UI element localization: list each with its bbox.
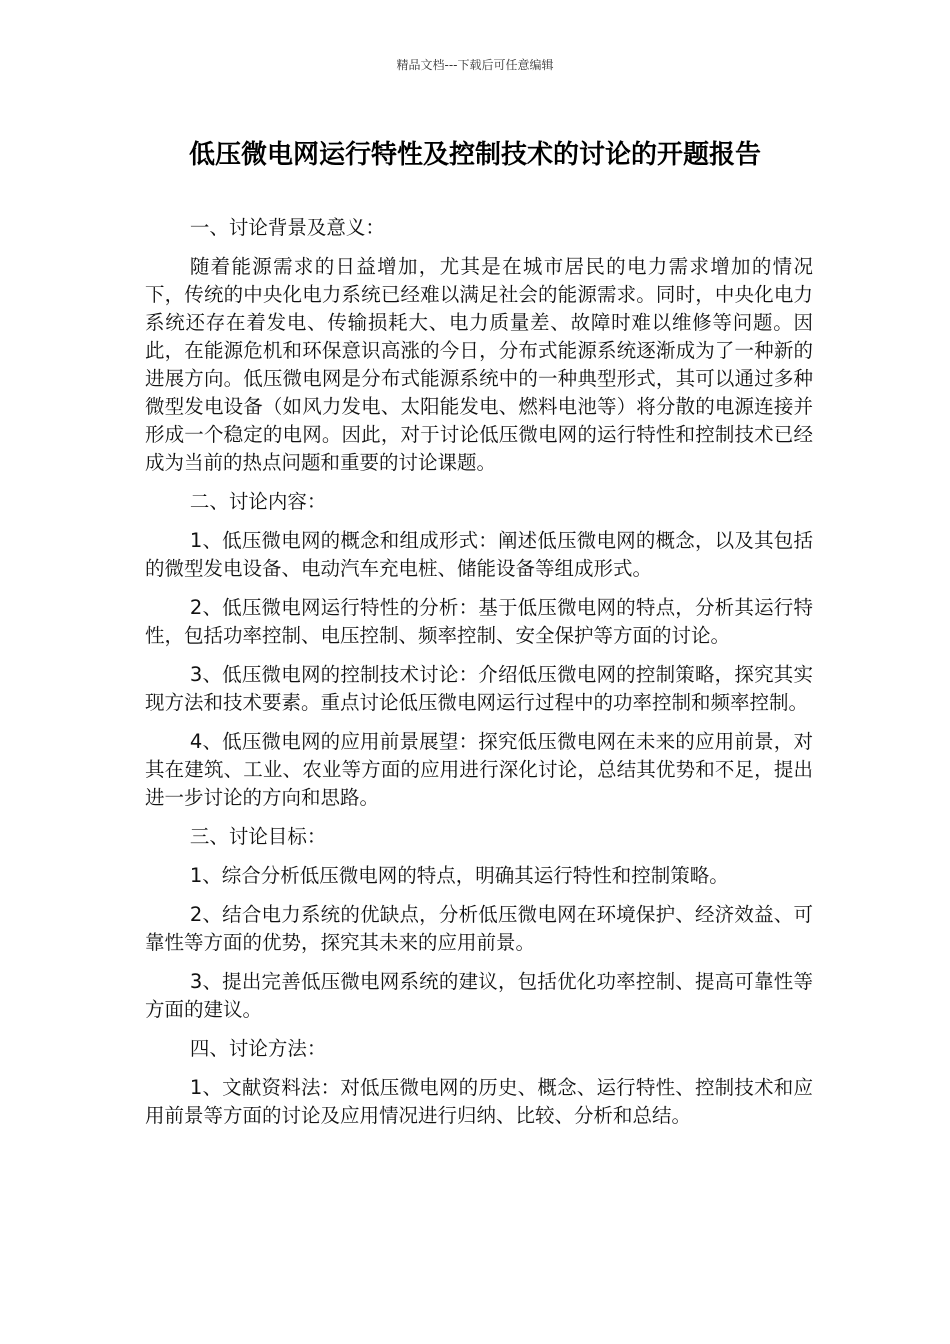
body-paragraph: 随着能源需求的日益增加，尤其是在城市居民的电力需求增加的情况下，传统的中央化电力系统已经难以满足社会的能源需求。同时，中央化电力系统还存在着发电、传输损耗大、电力质量差、故障时难以维修等问题。因此，在能源危机和环保意识高涨的今日，分布式能源系统逐渐成为了一种新的进展方向。低压微电网是分布式能源系统中的一种典型形式，其可以通过多种微型发电设备（如风力发电、太阳能发电、燃料电池等）将分散的电源连接并形成一个稳定的电网。因此，对于讨论低压微电网的运行特性和控制技术已经成为当前的热点问题和重要的讨论课题。 xyxy=(145,255,813,474)
document-title: 低压微电网运行特性及控制技术的讨论的开题报告 xyxy=(188,140,761,170)
section-heading: 一、讨论背景及意义： xyxy=(189,216,385,239)
page-header: 精品文档---下载后可任意编辑 xyxy=(396,58,554,72)
body-paragraph: 3、低压微电网的控制技术讨论：介绍低压微电网的控制策略，探究其实现方法和技术要素。重点讨论低压微电网运行过程中的功率控制和频率控制。 xyxy=(145,663,813,714)
body-paragraph: 1、低压微电网的概念和组成形式：阐述低压微电网的概念，以及其包括的微型发电设备、电动汽车充电桩、储能设备等组成形式。 xyxy=(145,529,813,580)
body-paragraph: 1、文献资料法：对低压微电网的历史、概念、运行特性、控制技术和应用前景等方面的讨论及应用情况进行归纳、比较、分析和总结。 xyxy=(145,1076,813,1127)
body-paragraph: 2、结合电力系统的优缺点，分析低压微电网在环境保护、经济效益、可靠性等方面的优势，探究其未来的应用前景。 xyxy=(145,903,813,954)
body-paragraph: 4、低压微电网的应用前景展望：探究低压微电网在未来的应用前景，对其在建筑、工业、农业等方面的应用进行深化讨论，总结其优势和不足，提出进一步讨论的方向和思路。 xyxy=(145,730,813,809)
section-heading: 三、讨论目标： xyxy=(189,825,327,848)
body-paragraph: 2、低压微电网运行特性的分析：基于低压微电网的特点，分析其运行特性，包括功率控制、电压控制、频率控制、安全保护等方面的讨论。 xyxy=(145,596,813,647)
section-heading: 二、讨论内容： xyxy=(189,490,327,513)
section-heading: 四、讨论方法： xyxy=(189,1037,327,1060)
document-body xyxy=(145,214,813,1141)
body-paragraph: 3、提出完善低压微电网系统的建议，包括优化功率控制、提高可靠性等方面的建议。 xyxy=(145,970,813,1021)
body-paragraph: 1、综合分析低压微电网的特点，明确其运行特性和控制策略。 xyxy=(189,864,729,887)
